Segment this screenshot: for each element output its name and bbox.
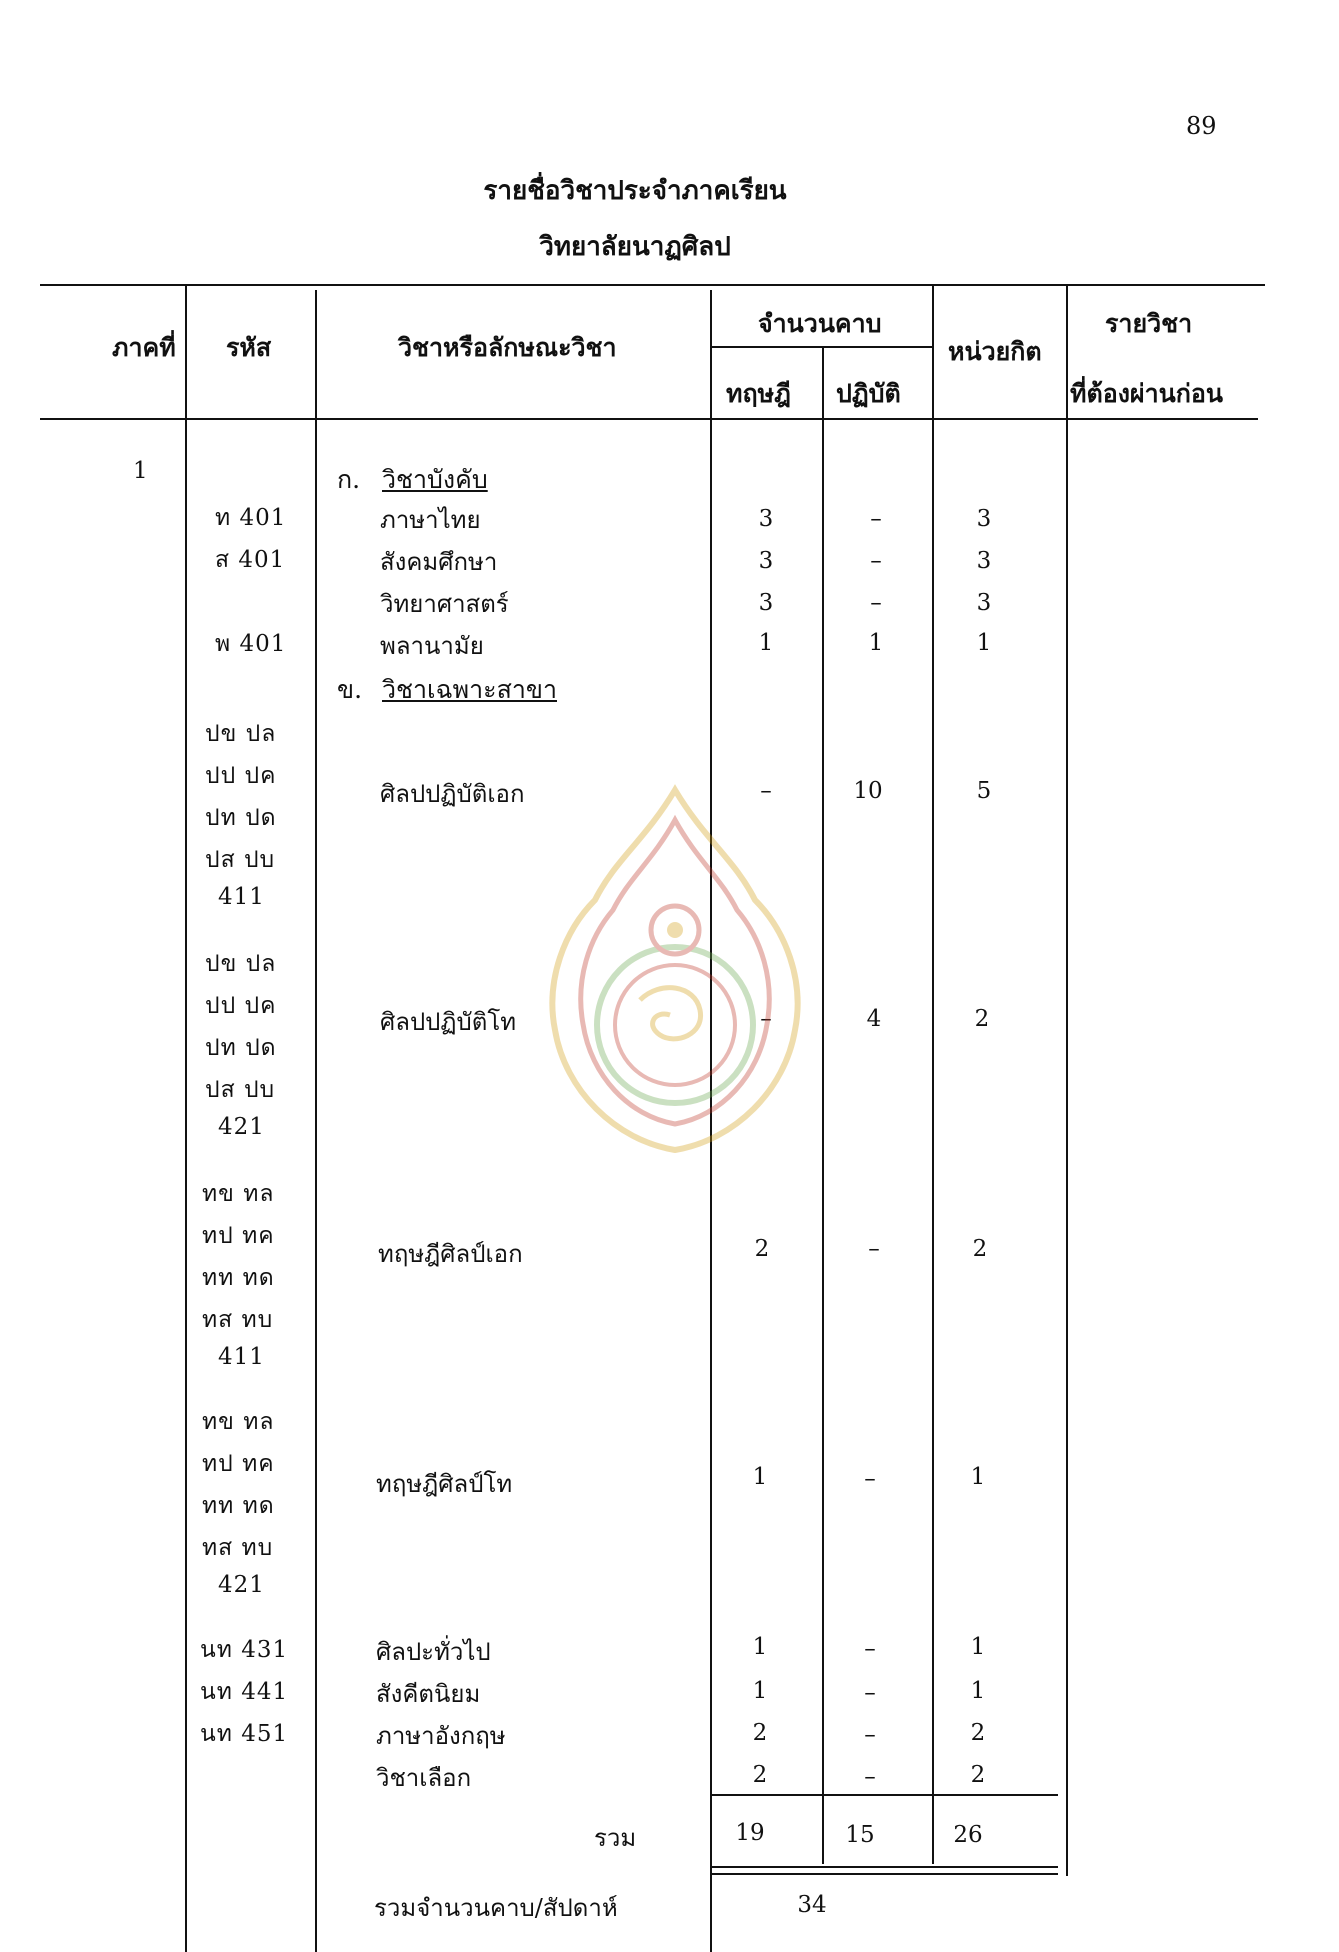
practice-hours: – [864,1466,876,1492]
theory-hours: 1 [752,1678,768,1704]
credits: 3 [976,590,992,616]
practice-hours: 10 [853,778,883,804]
course-code-line: ทส ทบ [202,1307,274,1333]
credits: 3 [976,506,992,532]
course-subject: ภาษาไทย [380,506,481,534]
theory-hours: – [760,778,772,804]
header-semester: ภาคที่ [112,333,176,362]
total-bottom-rule-2 [710,1873,1058,1875]
section-b-label: วิชาเฉพาะสาขา [382,675,557,704]
hours-subheader-rule [710,346,932,348]
credits: 3 [976,548,992,574]
theory-hours: 2 [752,1720,768,1746]
course-code-line: ทข ทล [202,1409,275,1435]
section-a-letter: ก. [337,465,361,494]
credits: 2 [970,1762,986,1788]
course-code: นท 431 [200,1637,289,1663]
header-prereq-line1: รายวิชา [1105,309,1193,338]
course-subject: สังคีตนิยม [376,1680,481,1708]
header-hours: จำนวนคาบ [758,309,882,338]
credits: 1 [970,1678,986,1704]
practice-hours: – [864,1636,876,1662]
course-code: ส 401 [215,547,286,573]
document-subtitle: วิทยาลัยนาฏศิลป [539,232,731,262]
header-code: รหัส [226,333,272,362]
course-subject: ภาษาอังกฤษ [376,1722,506,1750]
section-a-label: วิชาบังคับ [382,465,488,494]
credits: 2 [972,1236,988,1262]
total-theory: 19 [735,1820,765,1846]
header-practice: ปฏิบัติ [836,379,901,408]
course-code: ท 401 [215,505,287,531]
col-divider-practice [932,286,934,1864]
credits: 1 [976,630,992,656]
seal-watermark-icon [525,780,825,1160]
course-code-line: ทท ทด [202,1493,275,1519]
total-top-rule [710,1794,1058,1796]
course-subject: สังคมศึกษา [380,548,498,576]
course-subject: ศิลปปฏิบัติโท [380,1008,517,1036]
header-subject: วิชาหรือลักษณะวิชา [398,333,617,362]
theory-hours: 2 [754,1236,770,1262]
practice-hours: – [870,590,882,616]
credits: 5 [976,778,992,804]
course-code-line: 411 [218,1344,265,1370]
course-subject: ทฤษฎีศิลป์โท [376,1470,513,1498]
col-divider-semester [185,284,187,1952]
semester-number: 1 [133,458,148,484]
theory-hours: 3 [758,548,774,574]
course-code-line: ปข ปล [205,951,277,977]
course-code-line: ปข ปล [205,721,277,747]
practice-hours: 4 [866,1006,882,1032]
practice-hours: – [864,1764,876,1790]
course-code: นท 451 [200,1721,289,1747]
header-credits: หน่วยกิต [948,337,1042,366]
course-code-line: 421 [218,1114,265,1140]
section-b-letter: ข. [337,675,363,704]
theory-hours: – [760,1006,772,1032]
practice-hours: – [870,506,882,532]
theory-hours: 3 [758,590,774,616]
course-code-line: ทป ทค [202,1223,275,1249]
course-code-line: 421 [218,1572,265,1598]
credits: 1 [970,1464,986,1490]
theory-hours: 3 [758,506,774,532]
theory-hours: 1 [752,1464,768,1490]
course-code-line: ปท ปด [205,1035,277,1061]
theory-hours: 1 [758,630,774,656]
total-label: รวม [594,1824,637,1852]
credits: 2 [974,1006,990,1032]
course-code: พ 401 [215,631,287,657]
course-subject: ศิลปปฏิบัติเอก [380,780,525,808]
theory-hours: 1 [752,1634,768,1660]
course-code: นท 441 [200,1679,289,1705]
course-code-line: ทข ทล [202,1181,275,1207]
practice-hours: – [864,1680,876,1706]
theory-hours: 2 [752,1762,768,1788]
weekly-total-label: รวมจำนวนคาบ/สัปดาห์ [374,1894,618,1922]
credits: 2 [970,1720,986,1746]
col-divider-credits [1066,286,1068,1876]
course-code-line: ทท ทด [202,1265,275,1291]
col-divider-code [315,290,317,1952]
course-code-line: ปส ปบ [205,847,276,873]
practice-hours: – [868,1236,880,1262]
document-title: รายชื่อวิชาประจำภาคเรียน [483,176,787,206]
course-code-line: ปป ปค [205,763,277,789]
course-code-line: 411 [218,884,265,910]
course-subject: ทฤษฎีศิลป์เอก [378,1240,523,1268]
course-code-line: ปป ปค [205,993,277,1019]
course-subject: วิชาเลือก [376,1764,472,1792]
course-code-line: ทส ทบ [202,1535,274,1561]
practice-hours: – [870,548,882,574]
course-code-line: ทป ทค [202,1451,275,1477]
header-prereq-line2: ที่ต้องผ่านก่อน [1070,379,1223,408]
table-top-rule [40,284,1265,286]
total-credits: 26 [953,1822,983,1848]
course-subject: ศิลปะทั่วไป [376,1638,491,1666]
course-subject: พลานามัย [380,632,484,660]
course-code-line: ปส ปบ [205,1077,276,1103]
header-bottom-rule [40,418,1258,420]
course-subject: วิทยาศาสตร์ [380,590,509,618]
page-number: 89 [1186,112,1217,140]
weekly-total-value: 34 [797,1892,827,1918]
total-practice: 15 [845,1822,875,1848]
header-theory: ทฤษฎี [726,379,791,408]
credits: 1 [970,1634,986,1660]
total-bottom-rule [710,1866,1058,1868]
course-code-line: ปท ปด [205,805,277,831]
practice-hours: 1 [868,630,884,656]
practice-hours: – [864,1722,876,1748]
